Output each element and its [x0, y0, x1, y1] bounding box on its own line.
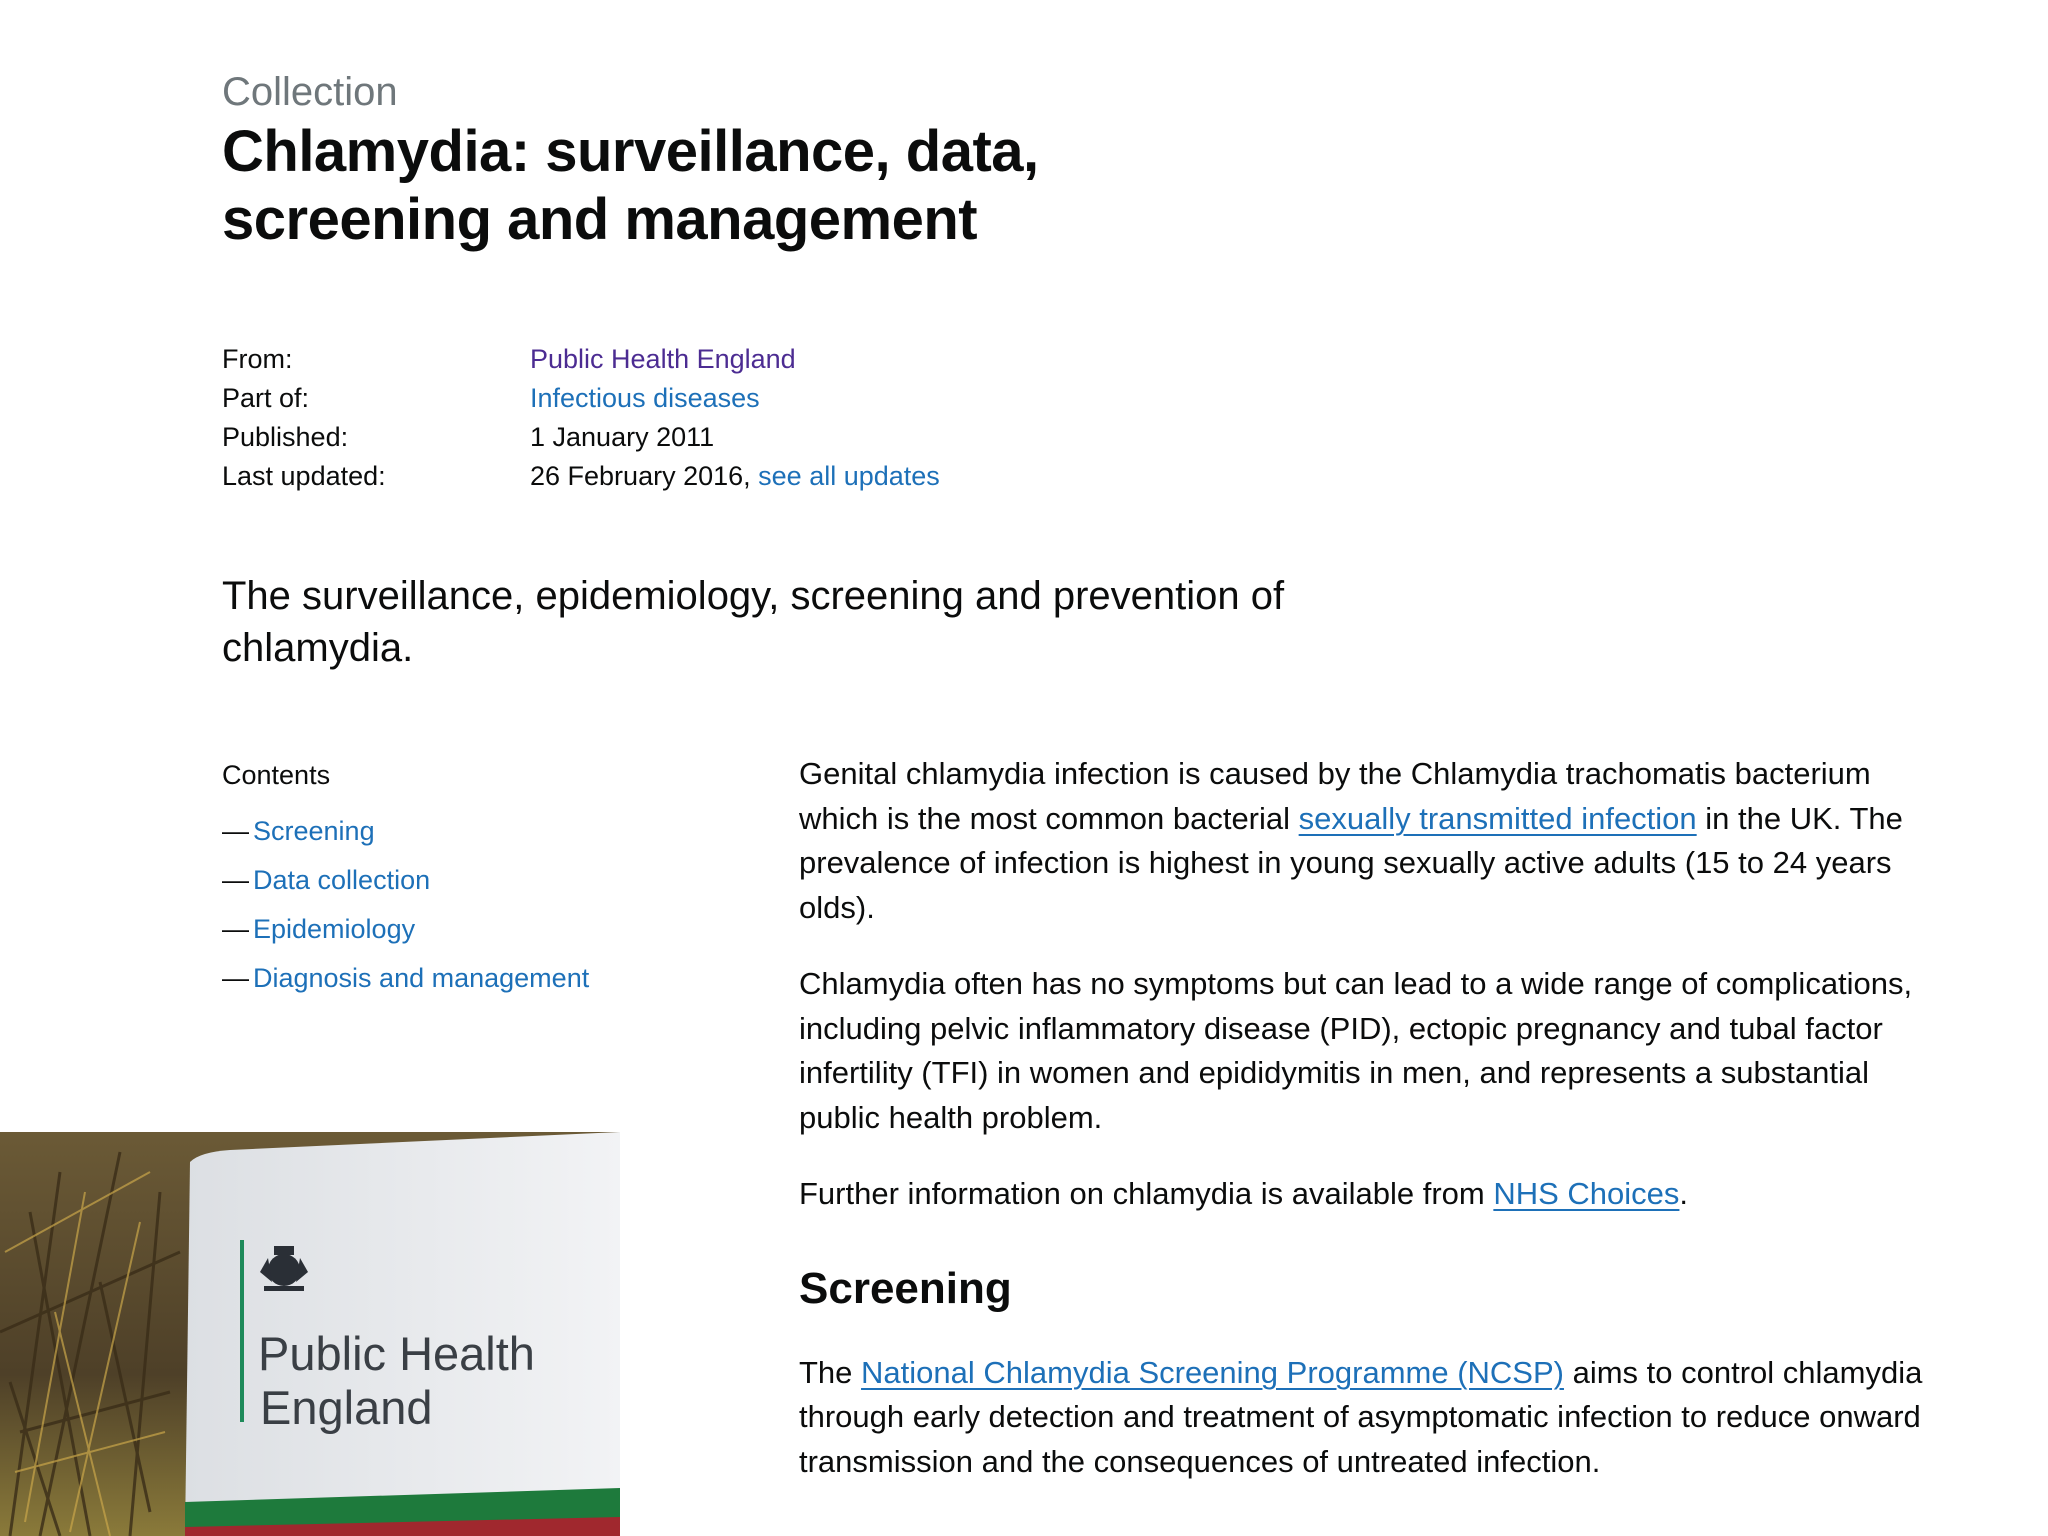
dash: —: [222, 914, 249, 944]
further-info-text: Further information on chlamydia is available from: [799, 1176, 1494, 1211]
contents-link-epidemiology[interactable]: Epidemiology: [253, 914, 416, 944]
metadata: [222, 340, 940, 496]
sign-accent-bar: [240, 1240, 244, 1422]
phe-sign-photo: [0, 1132, 620, 1536]
meta-row-part-of: [222, 379, 940, 418]
body-content: [799, 752, 1929, 1516]
contents-item: [222, 905, 742, 954]
intro-text: Genital chlamydia infection is caused by the Chlamydia trachomatis bacterium which is the most common bacterial: [799, 756, 1871, 836]
collection-label: Collection: [222, 70, 398, 114]
intro-text-end: in the UK. The prevalence of infection is highest in young sexually active adults (15 to 24 years olds).: [799, 800, 1903, 925]
contents-nav: [222, 755, 742, 1003]
part-of-link[interactable]: Infectious diseases: [530, 383, 760, 413]
sign-line-2: England: [260, 1381, 433, 1434]
meta-part-of-label: Part of:: [222, 383, 310, 413]
screening-text: The: [799, 1354, 862, 1390]
sti-link[interactable]: sexually transmitted infection: [1298, 800, 1697, 836]
see-all-updates-link[interactable]: see all updates: [758, 461, 940, 491]
meta-row-last-updated: [222, 457, 940, 496]
summary: The surveillance, epidemiology, screening and prevention of chlamydia.: [222, 574, 1285, 670]
sign-line-1: Public Health: [258, 1327, 535, 1380]
last-updated-date: 26 February 2016,: [530, 461, 751, 491]
ncsp-link[interactable]: National Chlamydia Screening Programme (NCSP): [861, 1354, 1564, 1390]
contents-link-screening[interactable]: Screening: [253, 816, 375, 846]
contents-title: Contents: [222, 760, 331, 790]
meta-row-from: [222, 340, 940, 379]
meta-from-label: From:: [222, 344, 293, 374]
published-date: 1 January 2011: [530, 422, 715, 452]
paragraph-complications: Chlamydia often has no symptoms but can lead to a wide range of complications, including pelvic inflammatory disease (PID), ectopic pregnancy and tubal factor infertility (TFI) in women and epididymitis in men, and represents a substantial public health problem.: [799, 966, 1913, 1135]
meta-published-label: Published:: [222, 422, 349, 452]
dash: —: [222, 963, 249, 993]
paragraph-further-info: [799, 1172, 1929, 1217]
further-info-end: .: [1679, 1176, 1689, 1211]
paragraph-screening: [799, 1351, 1929, 1485]
contents-link-data-collection[interactable]: Data collection: [253, 865, 431, 895]
organisation-link[interactable]: Public Health England: [530, 344, 796, 374]
dash: —: [222, 865, 249, 895]
meta-row-published: [222, 418, 940, 457]
screening-text-end: aims to control chlamydia through early detection and treatment of asymptomatic infection to reduce onward transmission and the consequences of untreated infection.: [799, 1354, 1923, 1479]
dash: —: [222, 816, 249, 846]
screening-heading: Screening: [799, 1263, 1012, 1313]
contents-item: [222, 954, 742, 1003]
paragraph-intro: [799, 752, 1929, 930]
nhs-choices-link[interactable]: NHS Choices: [1493, 1176, 1680, 1211]
contents-item: [222, 807, 742, 856]
contents-list: [222, 807, 742, 1003]
phe-sign-image: [0, 1132, 620, 1536]
contents-link-diagnosis[interactable]: Diagnosis and management: [253, 963, 590, 993]
page-title: Chlamydia: surveillance, data, screening and management: [222, 119, 1039, 252]
meta-last-updated-label: Last updated:: [222, 461, 386, 491]
contents-item: [222, 856, 742, 905]
